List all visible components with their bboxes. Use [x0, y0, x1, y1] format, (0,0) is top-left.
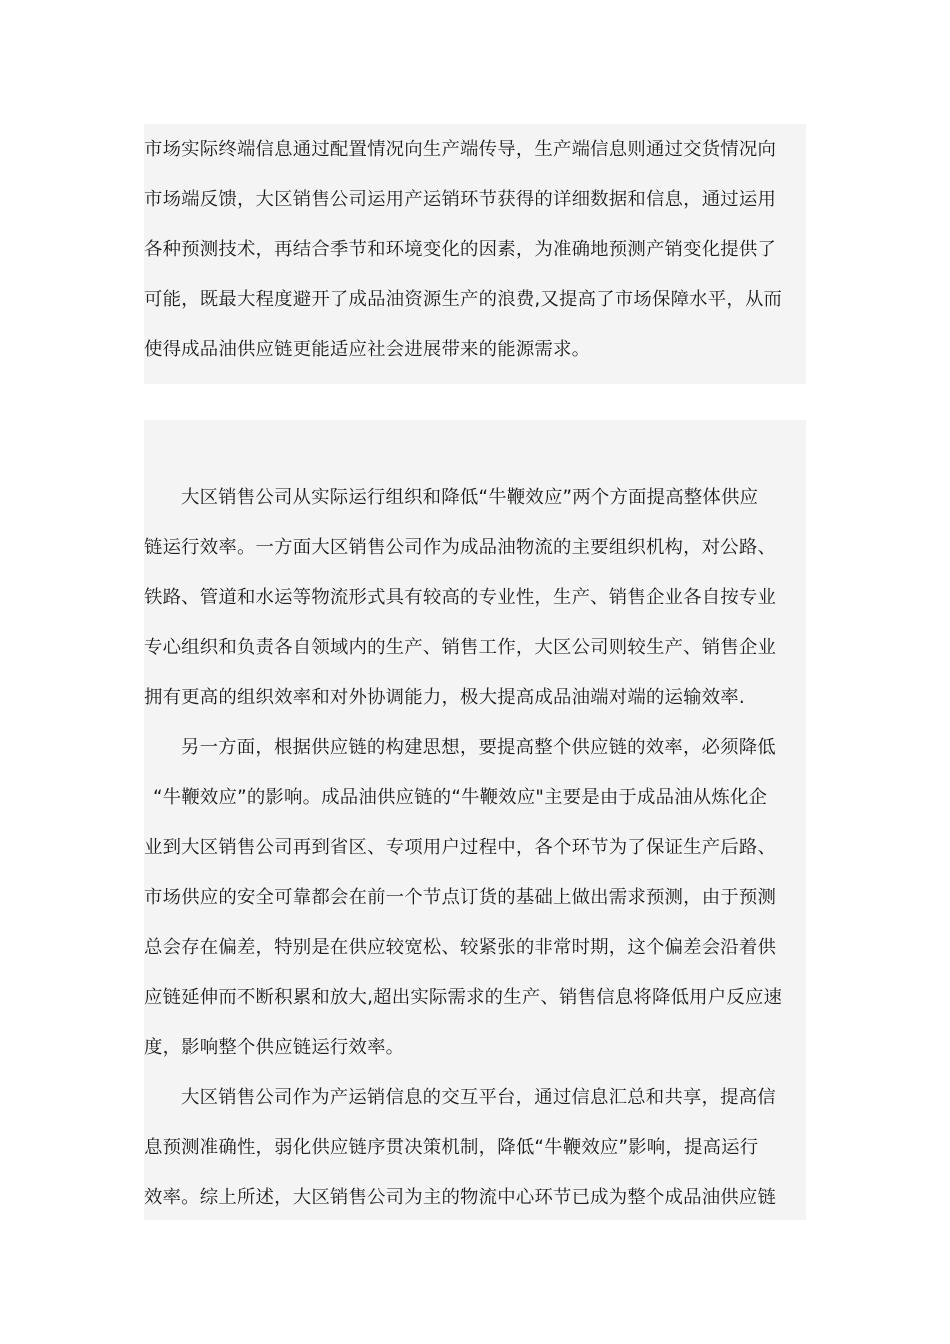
paragraph-line: 大区销售公司从实际运行组织和降低“牛鞭效应”两个方面提高整体供应	[181, 487, 759, 508]
paragraph-line: 链运行效率。一方面大区销售公司作为成品油物流的主要组织机构，对公路、	[144, 537, 777, 558]
paragraph-line: 总会存在偏差，特别是在供应较宽松、较紧张的非常时期，这个偏差会沿着供	[144, 937, 777, 958]
paragraph-line: 业到大区销售公司再到省区、专项用户过程中，各个环节为了保证生产后路、	[144, 837, 777, 858]
shaded-paragraph-block	[144, 420, 806, 1220]
paragraph-line: 息预测准确性，弱化供应链序贯决策机制，降低“牛鞭效应”影响，提高运行	[144, 1137, 759, 1158]
paragraph-line: 拥有更高的组织效率和对外协调能力，极大提高成品油端对端的运输效率.	[144, 687, 745, 708]
paragraph-line: 专心组织和负责各自领域内的生产、销售工作，大区公司则较生产、销售企业	[144, 637, 777, 658]
paragraph-line: 各种预测技术，再结合季节和环境变化的因素，为准确地预测产销变化提供了	[144, 239, 777, 260]
paragraph-line: 应链延伸而不断积累和放大,超出实际需求的生产、销售信息将降低用户反应速	[144, 987, 783, 1008]
paragraph-line: 市场端反馈，大区销售公司运用产运销环节获得的详细数据和信息，通过运用	[144, 189, 777, 210]
paragraph-line: “牛鞭效应”的影响。成品油供应链的“牛鞭效应"主要是由于成品油从炼化企	[153, 787, 768, 808]
paragraph-line: 市场实际终端信息通过配置情况向生产端传导，生产端信息则通过交货情况向	[144, 139, 777, 160]
paragraph-line: 可能，既最大程度避开了成品油资源生产的浪费,又提高了市场保障水平，从而	[144, 289, 783, 310]
paragraph-line: 另一方面，根据供应链的构建思想，要提高整个供应链的效率，必须降低	[181, 737, 776, 758]
paragraph-line: 市场供应的安全可靠都会在前一个节点订货的基础上做出需求预测，由于预测	[144, 887, 777, 908]
paragraph-line: 使得成品油供应链更能适应社会进展带来的能源需求。	[144, 339, 591, 360]
paragraph-line: 度，影响整个供应链运行效率。	[144, 1037, 405, 1058]
shaded-paragraph-block	[144, 124, 806, 384]
paragraph-line: 大区销售公司作为产运销信息的交互平台，通过信息汇总和共享，提高信	[181, 1087, 776, 1108]
paragraph-line: 铁路、管道和水运等物流形式具有较高的专业性，生产、销售企业各自按专业	[144, 587, 777, 608]
paragraph-line: 效率。综上所述，大区销售公司为主的物流中心环节已成为整个成品油供应链	[144, 1187, 777, 1208]
